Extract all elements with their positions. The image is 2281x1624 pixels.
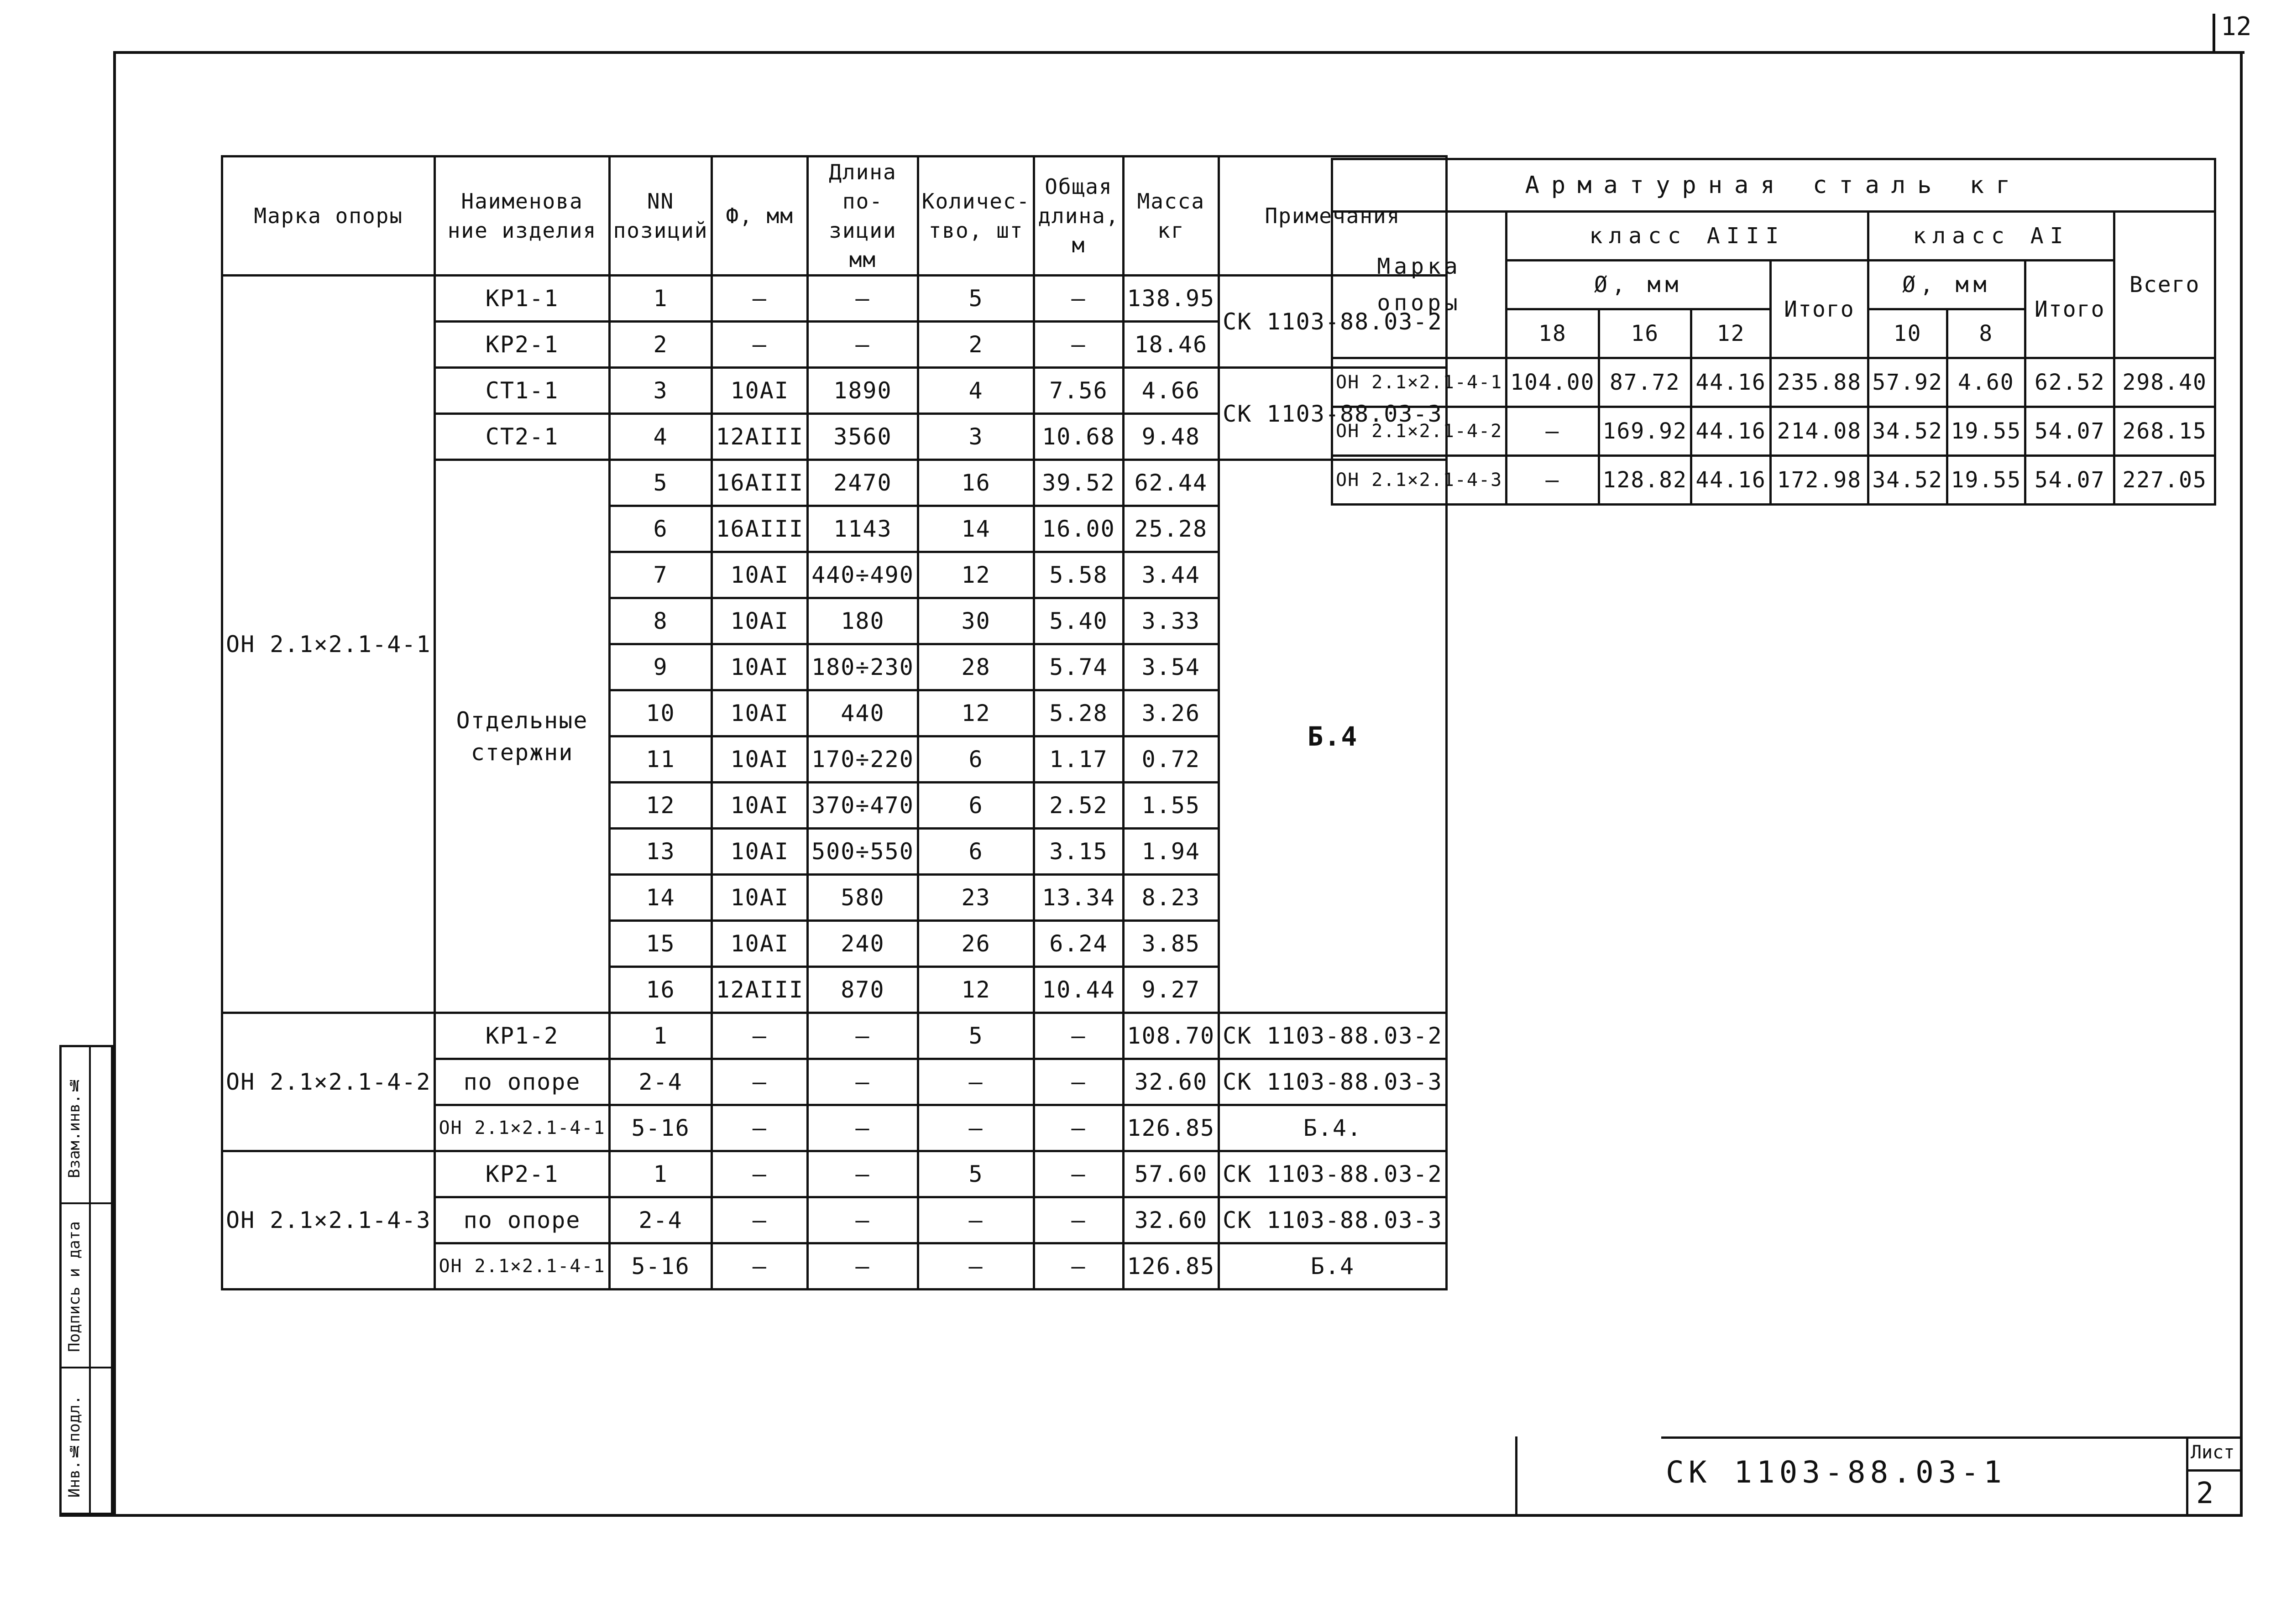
separate-bars-name-cell: Отдельные стержни	[435, 460, 609, 1013]
mass-cell: 0.72	[1123, 736, 1219, 783]
total-length-cell: 7.56	[1034, 368, 1123, 414]
item-name-cell: ОН 2.1×2.1-4-1	[435, 1105, 609, 1151]
mass-cell: 32.60	[1123, 1197, 1219, 1243]
specification-table	[221, 155, 1448, 1290]
quantity-cell: 12	[918, 552, 1034, 598]
steel-value-cell: 227.05	[2114, 456, 2215, 505]
length-cell: 1143	[808, 506, 918, 552]
item-name-cell: ОН 2.1×2.1-4-1	[435, 1243, 609, 1290]
position-cell: 12	[609, 783, 712, 829]
position-cell: 8	[609, 598, 712, 644]
note-cell: СК 1103-88.03-2	[1219, 1151, 1447, 1197]
diameter-cell: 12АIII	[712, 967, 808, 1013]
diameter-cell: —	[712, 1059, 808, 1105]
diameter-cell: 10АI	[712, 783, 808, 829]
note-cell: Б.4.	[1219, 1105, 1447, 1151]
diameter-cell: 10АI	[712, 644, 808, 690]
steel-header-row	[1332, 212, 2215, 261]
item-name-cell: КР2-1	[435, 1151, 609, 1197]
frame-bottom-border	[59, 1514, 2243, 1517]
item-name-cell: по опоре	[435, 1197, 609, 1243]
position-cell: 2-4	[609, 1059, 712, 1105]
approval-stamp	[59, 1045, 113, 1515]
total-length-cell: —	[1034, 1105, 1123, 1151]
length-cell: 370÷470	[808, 783, 918, 829]
item-name-cell: СТ2-1	[435, 414, 609, 460]
diameter-cell: 10АI	[712, 875, 808, 921]
sheet-number: 2	[2196, 1477, 2214, 1510]
quantity-cell: 4	[918, 368, 1034, 414]
diameter-cell: —	[712, 1197, 808, 1243]
quantity-cell: —	[918, 1243, 1034, 1290]
mass-cell: 3.33	[1123, 598, 1219, 644]
length-cell: 580	[808, 875, 918, 921]
table-header-row	[222, 157, 1447, 276]
steel-table-title: Арматурная сталь кг	[1332, 159, 2215, 212]
diameter-cell: 10АI	[712, 552, 808, 598]
frame-top-border	[113, 51, 2244, 54]
sheet-label: Лист	[2191, 1442, 2235, 1463]
steel-value-cell: 54.07	[2025, 407, 2114, 456]
position-cell: 13	[609, 829, 712, 875]
diameter-cell: 10АI	[712, 829, 808, 875]
header-cell: NN позиций	[609, 157, 712, 276]
position-cell: 1	[609, 276, 712, 322]
diameter-cell: 12АIII	[712, 414, 808, 460]
total-length-cell: 5.28	[1034, 690, 1123, 736]
position-cell: 3	[609, 368, 712, 414]
quantity-cell: 23	[918, 875, 1034, 921]
mass-cell: 32.60	[1123, 1059, 1219, 1105]
quantity-cell: —	[918, 1059, 1034, 1105]
position-cell: 5	[609, 460, 712, 506]
diameter-cell: —	[712, 1013, 808, 1059]
mass-cell: 9.27	[1123, 967, 1219, 1013]
header-cell: Примечания	[1219, 157, 1447, 276]
quantity-cell: 6	[918, 829, 1034, 875]
diameter-cell: 10АI	[712, 736, 808, 783]
support-mark-cell: ОН 2.1×2.1-4-3	[222, 1151, 435, 1290]
a1-subtotal-header: Итого	[2025, 261, 2114, 358]
position-cell: 14	[609, 875, 712, 921]
frame-left-border	[113, 51, 116, 1516]
total-length-cell: —	[1034, 1243, 1123, 1290]
length-cell: —	[808, 1243, 918, 1290]
length-cell: 1890	[808, 368, 918, 414]
title-block-border	[2186, 1469, 2241, 1472]
length-cell: 3560	[808, 414, 918, 460]
mass-cell: 62.44	[1123, 460, 1219, 506]
a3-subtotal-header: Итого	[1771, 261, 1868, 358]
diameter-cell: 10АI	[712, 368, 808, 414]
length-cell: 870	[808, 967, 918, 1013]
steel-value-cell: 44.16	[1691, 407, 1770, 456]
total-length-cell: —	[1034, 1059, 1123, 1105]
quantity-cell: 30	[918, 598, 1034, 644]
note-cell: Б.4	[1219, 460, 1447, 1013]
diameter-value-cell: 8	[1947, 309, 2025, 358]
length-cell: —	[808, 1013, 918, 1059]
length-cell: —	[808, 1105, 918, 1151]
total-length-cell: 2.52	[1034, 783, 1123, 829]
diameter-cell: 10АI	[712, 921, 808, 967]
length-cell: —	[808, 276, 918, 322]
header-cell: Общая длина, м	[1034, 157, 1123, 276]
position-cell: 15	[609, 921, 712, 967]
mass-cell: 18.46	[1123, 322, 1219, 368]
total-length-cell: 16.00	[1034, 506, 1123, 552]
header-cell: Масса кг	[1123, 157, 1219, 276]
total-length-cell: —	[1034, 322, 1123, 368]
steel-value-cell: 214.08	[1771, 407, 1868, 456]
mass-cell: 9.48	[1123, 414, 1219, 460]
steel-value-cell: 34.52	[1868, 407, 1947, 456]
total-length-cell: 5.74	[1034, 644, 1123, 690]
steel-mark-header: Марка опоры	[1332, 212, 1507, 358]
diameter-cell: 16АIII	[712, 460, 808, 506]
note-cell: СК 1103-88.03-3	[1219, 368, 1447, 460]
total-length-cell: 39.52	[1034, 460, 1123, 506]
steel-value-cell: 62.52	[2025, 358, 2114, 407]
quantity-cell: —	[918, 1105, 1034, 1151]
diameter-cell: 10АI	[712, 690, 808, 736]
corner-number: 12	[2221, 12, 2252, 42]
quantity-cell: 12	[918, 967, 1034, 1013]
diameter-cell: —	[712, 1243, 808, 1290]
steel-value-cell: 169.92	[1599, 407, 1691, 456]
length-cell: 180÷230	[808, 644, 918, 690]
position-cell: 7	[609, 552, 712, 598]
length-cell: —	[808, 1059, 918, 1105]
total-length-cell: —	[1034, 1197, 1123, 1243]
steel-value-cell: 44.16	[1691, 456, 1770, 505]
a3-diameter-header: Ø, мм	[1507, 261, 1771, 309]
item-name-cell: КР2-1	[435, 322, 609, 368]
quantity-cell: 16	[918, 460, 1034, 506]
mass-cell: 3.44	[1123, 552, 1219, 598]
frame-right-border	[2240, 51, 2243, 1516]
steel-mark-cell: ОН 2.1×2.1-4-3	[1332, 456, 1507, 505]
stamp-signature-label: Подпись и дата	[65, 1221, 84, 1352]
quantity-cell: —	[918, 1197, 1034, 1243]
document-code: СК 1103-88.03-1	[1666, 1455, 2007, 1490]
quantity-cell: 12	[918, 690, 1034, 736]
stamp-replacement-label: Взам.инв.№	[65, 1076, 84, 1179]
steel-value-cell: 4.60	[1947, 358, 2025, 407]
corner-mark	[2213, 14, 2215, 51]
steel-value-cell: —	[1507, 407, 1599, 456]
steel-value-cell: 298.40	[2114, 358, 2215, 407]
class-a1-header: класс АI	[1868, 212, 2114, 261]
mass-cell: 3.26	[1123, 690, 1219, 736]
quantity-cell: 6	[918, 736, 1034, 783]
quantity-cell: 14	[918, 506, 1034, 552]
quantity-cell: 28	[918, 644, 1034, 690]
total-length-cell: 5.58	[1034, 552, 1123, 598]
total-length-cell: 6.24	[1034, 921, 1123, 967]
quantity-cell: 6	[918, 783, 1034, 829]
diameter-value-cell: 18	[1507, 309, 1599, 358]
title-block-border	[1515, 1436, 1517, 1515]
mass-cell: 138.95	[1123, 276, 1219, 322]
steel-value-cell: 235.88	[1771, 358, 1868, 407]
stamp-inventory-label: Инв.№подл.	[65, 1395, 84, 1498]
steel-value-cell: —	[1507, 456, 1599, 505]
diameter-value-cell: 10	[1868, 309, 1947, 358]
steel-value-cell: 19.55	[1947, 407, 2025, 456]
mass-cell: 1.94	[1123, 829, 1219, 875]
item-name-cell: КР1-2	[435, 1013, 609, 1059]
diameter-cell: 16АIII	[712, 506, 808, 552]
position-cell: 2	[609, 322, 712, 368]
position-cell: 6	[609, 506, 712, 552]
quantity-cell: 5	[918, 276, 1034, 322]
length-cell: 440	[808, 690, 918, 736]
mass-cell: 8.23	[1123, 875, 1219, 921]
diameter-cell: —	[712, 276, 808, 322]
total-length-cell: 1.17	[1034, 736, 1123, 783]
position-cell: 4	[609, 414, 712, 460]
diameter-value-cell: 12	[1691, 309, 1770, 358]
quantity-cell: 3	[918, 414, 1034, 460]
length-cell: 500÷550	[808, 829, 918, 875]
position-cell: 5-16	[609, 1105, 712, 1151]
total-length-cell: 13.34	[1034, 875, 1123, 921]
position-cell: 9	[609, 644, 712, 690]
title-block-border	[1661, 1436, 2241, 1439]
header-cell: Марка опоры	[222, 157, 435, 276]
mass-cell: 126.85	[1123, 1105, 1219, 1151]
steel-row	[1332, 456, 2215, 505]
item-name-cell: по опоре	[435, 1059, 609, 1105]
length-cell: —	[808, 322, 918, 368]
total-length-cell: 10.68	[1034, 414, 1123, 460]
a1-diameter-header: Ø, мм	[1868, 261, 2025, 309]
quantity-cell: 5	[918, 1151, 1034, 1197]
mass-cell: 57.60	[1123, 1151, 1219, 1197]
class-a3-header: класс АIII	[1507, 212, 1868, 261]
position-cell: 1	[609, 1151, 712, 1197]
quantity-cell: 2	[918, 322, 1034, 368]
table-row	[222, 1151, 1447, 1197]
table-row	[222, 1013, 1447, 1059]
total-length-cell: 5.40	[1034, 598, 1123, 644]
length-cell: —	[808, 1151, 918, 1197]
mass-cell: 3.85	[1123, 921, 1219, 967]
position-cell: 16	[609, 967, 712, 1013]
support-mark-cell: ОН 2.1×2.1-4-2	[222, 1013, 435, 1151]
steel-value-cell: 172.98	[1771, 456, 1868, 505]
position-cell: 11	[609, 736, 712, 783]
header-cell: Количес- тво, шт	[918, 157, 1034, 276]
quantity-cell: 5	[918, 1013, 1034, 1059]
reinforcing-steel-table	[1331, 158, 2216, 506]
mass-cell: 108.70	[1123, 1013, 1219, 1059]
diameter-value-cell: 16	[1599, 309, 1691, 358]
length-cell: 440÷490	[808, 552, 918, 598]
title-block-border	[2186, 1436, 2188, 1515]
table-row	[222, 276, 1447, 322]
position-cell: 2-4	[609, 1197, 712, 1243]
note-cell: Б.4	[1219, 1243, 1447, 1290]
steel-mark-cell: ОН 2.1×2.1-4-2	[1332, 407, 1507, 456]
mass-cell: 126.85	[1123, 1243, 1219, 1290]
position-cell: 5-16	[609, 1243, 712, 1290]
length-cell: 170÷220	[808, 736, 918, 783]
quantity-cell: 26	[918, 921, 1034, 967]
stamp-divider	[89, 1047, 91, 1513]
length-cell: 2470	[808, 460, 918, 506]
steel-value-cell: 104.00	[1507, 358, 1599, 407]
steel-value-cell: 128.82	[1599, 456, 1691, 505]
length-cell: 180	[808, 598, 918, 644]
header-cell: Длина по- зиции мм	[808, 157, 918, 276]
note-cell: СК 1103-88.03-3	[1219, 1059, 1447, 1105]
mass-cell: 25.28	[1123, 506, 1219, 552]
header-cell: Ф, мм	[712, 157, 808, 276]
note-cell: СК 1103-88.03-3	[1219, 1197, 1447, 1243]
note-cell: СК 1103-88.03-2	[1219, 1013, 1447, 1059]
stamp-divider	[62, 1367, 111, 1368]
diameter-cell: —	[712, 322, 808, 368]
steel-value-cell: 57.92	[1868, 358, 1947, 407]
steel-row	[1332, 358, 2215, 407]
position-cell: 1	[609, 1013, 712, 1059]
steel-value-cell: 34.52	[1868, 456, 1947, 505]
length-cell: 240	[808, 921, 918, 967]
total-length-cell: —	[1034, 1013, 1123, 1059]
mass-cell: 4.66	[1123, 368, 1219, 414]
steel-value-cell: 87.72	[1599, 358, 1691, 407]
steel-value-cell: 54.07	[2025, 456, 2114, 505]
steel-value-cell: 44.16	[1691, 358, 1770, 407]
diameter-cell: —	[712, 1105, 808, 1151]
total-length-cell: —	[1034, 1151, 1123, 1197]
steel-row	[1332, 407, 2215, 456]
note-cell: СК 1103-88.03-2	[1219, 276, 1447, 368]
total-length-cell: —	[1034, 276, 1123, 322]
total-length-cell: 10.44	[1034, 967, 1123, 1013]
item-name-cell: СТ1-1	[435, 368, 609, 414]
diameter-cell: —	[712, 1151, 808, 1197]
diameter-cell: 10АI	[712, 598, 808, 644]
length-cell: —	[808, 1197, 918, 1243]
position-cell: 10	[609, 690, 712, 736]
steel-mark-cell: ОН 2.1×2.1-4-1	[1332, 358, 1507, 407]
total-length-cell: 3.15	[1034, 829, 1123, 875]
steel-title-row	[1332, 159, 2215, 212]
steel-value-cell: 268.15	[2114, 407, 2215, 456]
steel-value-cell: 19.55	[1947, 456, 2025, 505]
total-all-header: Всего	[2114, 212, 2215, 358]
mass-cell: 3.54	[1123, 644, 1219, 690]
header-cell: Наименова ние изделия	[435, 157, 609, 276]
stamp-divider	[62, 1202, 111, 1204]
support-mark-cell: ОН 2.1×2.1-4-1	[222, 276, 435, 1013]
mass-cell: 1.55	[1123, 783, 1219, 829]
item-name-cell: КР1-1	[435, 276, 609, 322]
